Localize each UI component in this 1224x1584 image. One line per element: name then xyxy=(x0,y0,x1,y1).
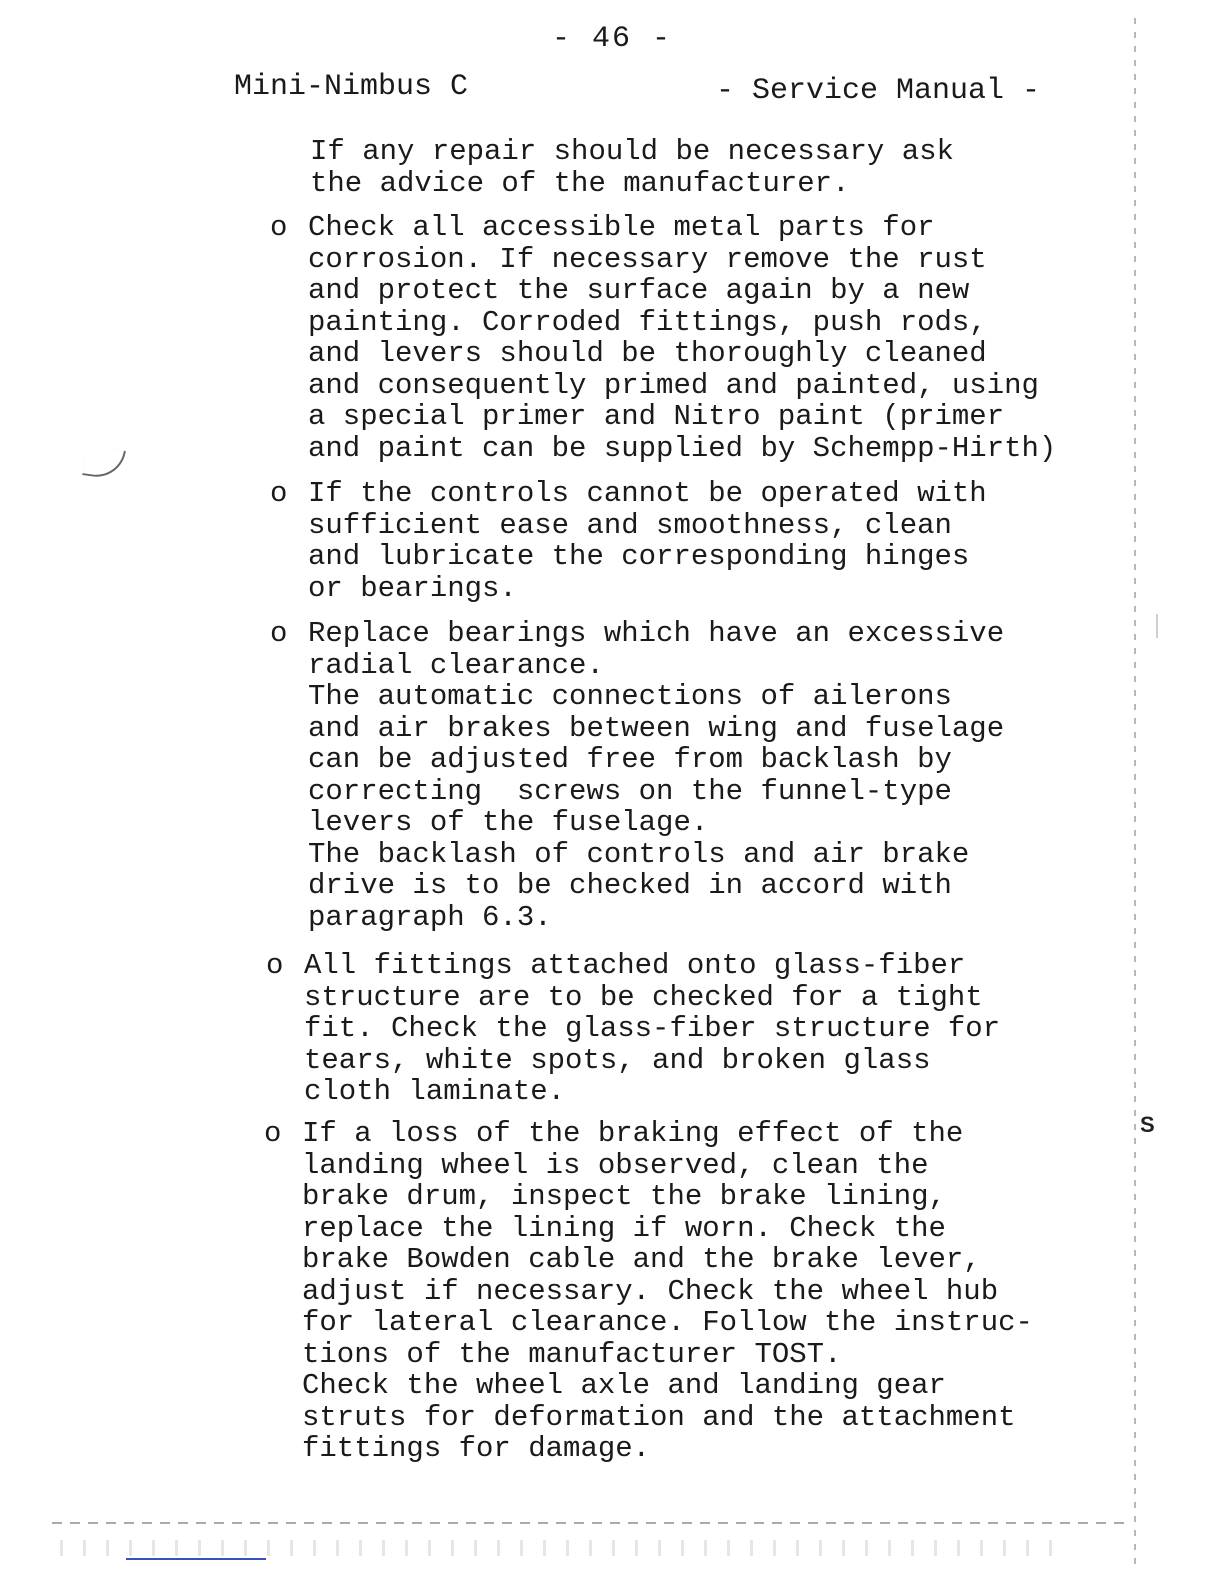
text-line: Check all accessible metal parts for xyxy=(308,211,935,244)
bullet-marker: o xyxy=(266,949,284,982)
scan-bottom-edge xyxy=(52,1522,1132,1524)
text-line: tions of the manufacturer TOST. xyxy=(302,1337,842,1371)
text-line: fittings for damage. xyxy=(302,1432,651,1465)
text-line: adjust if necessary. Check the wheel hub xyxy=(302,1274,999,1308)
page-number: - 46 - xyxy=(551,22,673,56)
list-item-controls xyxy=(308,478,987,604)
text-line: and air brakes between wing and fuselage xyxy=(308,711,1005,745)
text-line: the advice of the manufacturer. xyxy=(310,166,850,200)
text-line: struts for deformation and the attachment xyxy=(302,1400,1016,1434)
scan-bottom-underline xyxy=(126,1558,266,1560)
text-line: brake drum, inspect the brake lining, xyxy=(302,1180,946,1213)
text-line: replace the lining if worn. Check the xyxy=(302,1211,946,1245)
margin-letter: S xyxy=(1140,1112,1155,1137)
text-line: fit. Check the glass-fiber structure for xyxy=(304,1012,1001,1045)
text-line: for lateral clearance. Follow the instruc- xyxy=(302,1306,1033,1339)
text-line: Check the wheel axle and landing gear xyxy=(302,1369,946,1402)
text-line: corrosion. If necessary remove the rust xyxy=(308,242,987,276)
header-document-title: Mini-Nimbus C xyxy=(234,70,469,104)
bullet-marker: o xyxy=(264,1117,282,1150)
text-line: and lubricate the corresponding hinges xyxy=(308,540,970,573)
text-line: drive is to be checked in accord with xyxy=(308,869,952,902)
text-line: and levers should be thoroughly cleaned xyxy=(308,337,987,370)
bullet-marker: o xyxy=(270,477,288,510)
text-line: and consequently primed and painted, using xyxy=(308,368,1039,402)
text-line: The backlash of controls and air brake xyxy=(308,837,970,871)
text-line: If the controls cannot be operated with xyxy=(308,477,987,510)
list-item-bearings xyxy=(308,618,1004,933)
scan-right-edge xyxy=(1134,18,1136,1568)
text-line: paragraph 6.3. xyxy=(308,900,552,934)
intro-paragraph xyxy=(310,136,954,199)
text-line: correcting screws on the funnel-type xyxy=(308,774,952,808)
text-line: levers of the fuselage. xyxy=(308,806,709,839)
text-line: cloth laminate. xyxy=(304,1075,566,1108)
text-line: The automatic connections of ailerons xyxy=(308,680,952,713)
text-line: can be adjusted free from backlash by xyxy=(308,743,952,776)
text-line: tears, white spots, and broken glass xyxy=(304,1043,931,1077)
margin-side-tick xyxy=(1156,614,1158,638)
text-line: All fittings attached onto glass-fiber xyxy=(304,949,966,982)
text-line: radial clearance. xyxy=(308,648,604,682)
text-line: or bearings. xyxy=(308,571,517,605)
list-item-braking xyxy=(302,1118,1033,1465)
text-line: a special primer and Nitro paint (primer xyxy=(308,400,1005,433)
text-line: landing wheel is observed, clean the xyxy=(302,1148,929,1182)
text-line: Replace bearings which have an excessive xyxy=(308,617,1005,650)
bullet-marker: o xyxy=(270,211,288,244)
scan-bottom-noise xyxy=(60,1540,1060,1556)
text-line: If a loss of the braking effect of the xyxy=(302,1117,964,1150)
text-line: and paint can be supplied by Schempp-Hirth) xyxy=(308,431,1057,465)
text-line: sufficient ease and smoothness, clean xyxy=(308,508,952,542)
text-line: If any repair should be necessary ask xyxy=(310,135,954,168)
text-line: structure are to be checked for a tight xyxy=(304,980,983,1014)
list-item-fittings xyxy=(304,950,1000,1108)
text-line: brake Bowden cable and the brake lever, xyxy=(302,1243,981,1276)
bullet-marker: o xyxy=(270,617,288,650)
text-line: painting. Corroded fittings, push rods, xyxy=(308,305,987,339)
text-line: and protect the surface again by a new xyxy=(308,274,970,307)
header-manual-title: - Service Manual - xyxy=(716,74,1041,108)
list-item-corrosion xyxy=(308,212,1056,464)
margin-binding-mark xyxy=(82,445,126,480)
